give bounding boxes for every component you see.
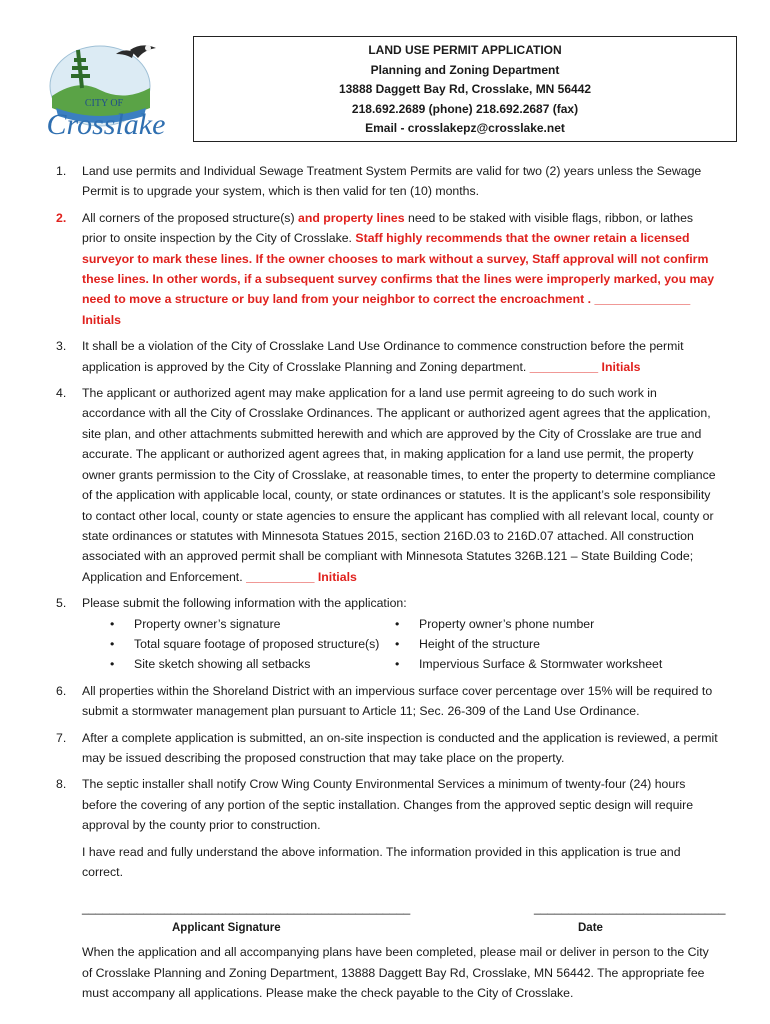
applicant-signature-line[interactable]: ________________________________________________ (82, 901, 411, 916)
list-item: • Site sketch showing all setbacks (108, 654, 393, 674)
item-number: 1. (56, 164, 67, 178)
logo-graphic (38, 38, 176, 142)
header-box (193, 36, 737, 142)
department-phone: 218.692.2689 (phone) 218.692.2687 (fax) (351, 101, 579, 116)
bullet-icon: • (110, 616, 115, 631)
item-text: After a complete application is submitted, an on-site inspection is conducted and the application is reviewed, a permit may be issued describing the proposed construction that may take place on the property. (82, 730, 718, 765)
term-item-5 (56, 593, 720, 675)
item-text-warning: Staff highly recommends that the owner retain a licensed surveyor to mark these lines. If the owner chooses to mark without a survey, Staff approval will not confirm these lines. In other words, if a subsequent survey confirms that the lines were improperly marked, you may need to move a structure or buy land from your neighbor to correct the encroachment . ______________ Initials (82, 231, 715, 327)
signature-section (56, 898, 726, 942)
item-number: 5. (56, 596, 67, 611)
term-item-1 (56, 161, 720, 202)
permit-terms (56, 161, 726, 1004)
term-item-2 (56, 208, 720, 330)
term-item-8 (56, 774, 720, 835)
submission-instructions: When the application and all accompanying plans have been completed, please mail or deliver in person to the City of Crosslake Planning and Zoning Department, 13888 Daggett Bay Rd, Crosslake, MN 56442. The appropriate fee must accompany all applications. Please make the check payable to the City of Crosslake. (82, 945, 709, 1001)
item-text: need to be staked with visible flags, ribbon, or lathes prior to onsite inspection by the City of Crosslake. (82, 210, 694, 246)
item-text: All properties within the Shoreland District with an impervious surface cover percentage over 15% will be required to submit a stormwater management plan pursuant to Article 11; Sec. 26-309 of the Land Use Ordinance. (82, 683, 713, 719)
item-number: 6. (56, 683, 67, 698)
item-text: Please submit the following information with the application: (82, 596, 407, 611)
item-number: 4. (56, 386, 67, 401)
term-item-4 (56, 383, 720, 587)
department-email: Email - crosslakepz@crosslake.net (365, 121, 565, 135)
logo-crosslake-text: Crosslake (46, 108, 166, 141)
applicant-signature-label: Applicant Signature (172, 922, 281, 935)
date-line[interactable]: ____________________________ (534, 901, 726, 916)
item-number: 3. (56, 339, 67, 354)
list-item: • Property owner’s phone number (393, 614, 693, 634)
bullet-icon: • (395, 636, 400, 651)
item-text: The septic installer shall notify Crow Wing County Environmental Services a minimum of twenty-four (24) hours before the covering of any portion of the septic installation. Changes from the approved septic design will require approval by the county prior to construction. (82, 777, 694, 833)
application-title: LAND USE PERMIT APPLICATION (368, 43, 562, 57)
date-label: Date (578, 922, 603, 935)
bullet-icon: • (110, 636, 115, 651)
initials-field[interactable]: __________ Initials (529, 359, 641, 374)
item-text: All corners of the proposed structure(s) (82, 210, 298, 225)
item-number: 8. (56, 777, 67, 792)
list-item: • Property owner’s signature (108, 614, 393, 634)
list-item: • Total square footage of proposed structure(s) (108, 634, 393, 654)
item-text-emphasis: and property lines (297, 210, 405, 225)
term-item-7 (56, 728, 720, 769)
item-number: 2. (56, 210, 67, 225)
item-text: Land use permits and Individual Sewage Treatment System Permits are valid for two (2) years unless the Sewage Permit is to upgrade your system, which is then valid for ten (10) months. (82, 164, 702, 199)
department-address: 13888 Daggett Bay Rd, Crosslake, MN 56442 (338, 82, 592, 96)
bullet-icon: • (395, 616, 400, 631)
logo-city-of-text: CITY OF (84, 98, 124, 109)
term-item-3 (56, 336, 720, 377)
list-item: • Impervious Surface & Stormwater worksheet (393, 654, 693, 674)
list-item: • Height of the structure (393, 634, 693, 654)
acknowledgement-statement: I have read and fully understand the above information. The information provided in this application is true and correct. (82, 844, 681, 879)
bullet-icon: • (395, 657, 400, 672)
term-item-6 (56, 681, 720, 722)
item-text: It shall be a violation of the City of Crosslake Land Use Ordinance to commence construction before the permit application is approved by the City of Crosslake Planning and Zoning department. (82, 339, 684, 374)
required-info-list (82, 614, 720, 675)
item-number: 7. (56, 730, 67, 745)
bullet-icon: • (110, 657, 115, 672)
crosslake-logo (38, 38, 176, 142)
department-name: Planning and Zoning Department (370, 62, 560, 77)
initials-field[interactable]: __________ Initials (246, 569, 357, 584)
item-text: The applicant or authorized agent may make application for a land use permit agreeing to do such work in accordance with all the City of Crosslake Ordinances. The applicant or authorized agent agrees that the application, site plan, and other attachments submitted herewith and which are approved by the City of Crosslake are true and accurate. The applicant or authorized agent agrees that, in making application for a land use permit, the property owner grants permission to the City of Crosslake, at reasonable times, to enter the property to determine compliance of the application with applicable local, county, or state ordinances or statutes. It is the applicant’s sole responsibility to contact other local, county or state agencies to ensure the applicant has complied with all relevant local, county or state ordinances or statutes with Minnesota Statues 2015, section 216D.03 to 216D.07 attached. All construction associated with an approved permit shall be compliant with Minnesota Statutes 326B.121 – State Building Code; Application and Enforcement. (82, 386, 716, 584)
